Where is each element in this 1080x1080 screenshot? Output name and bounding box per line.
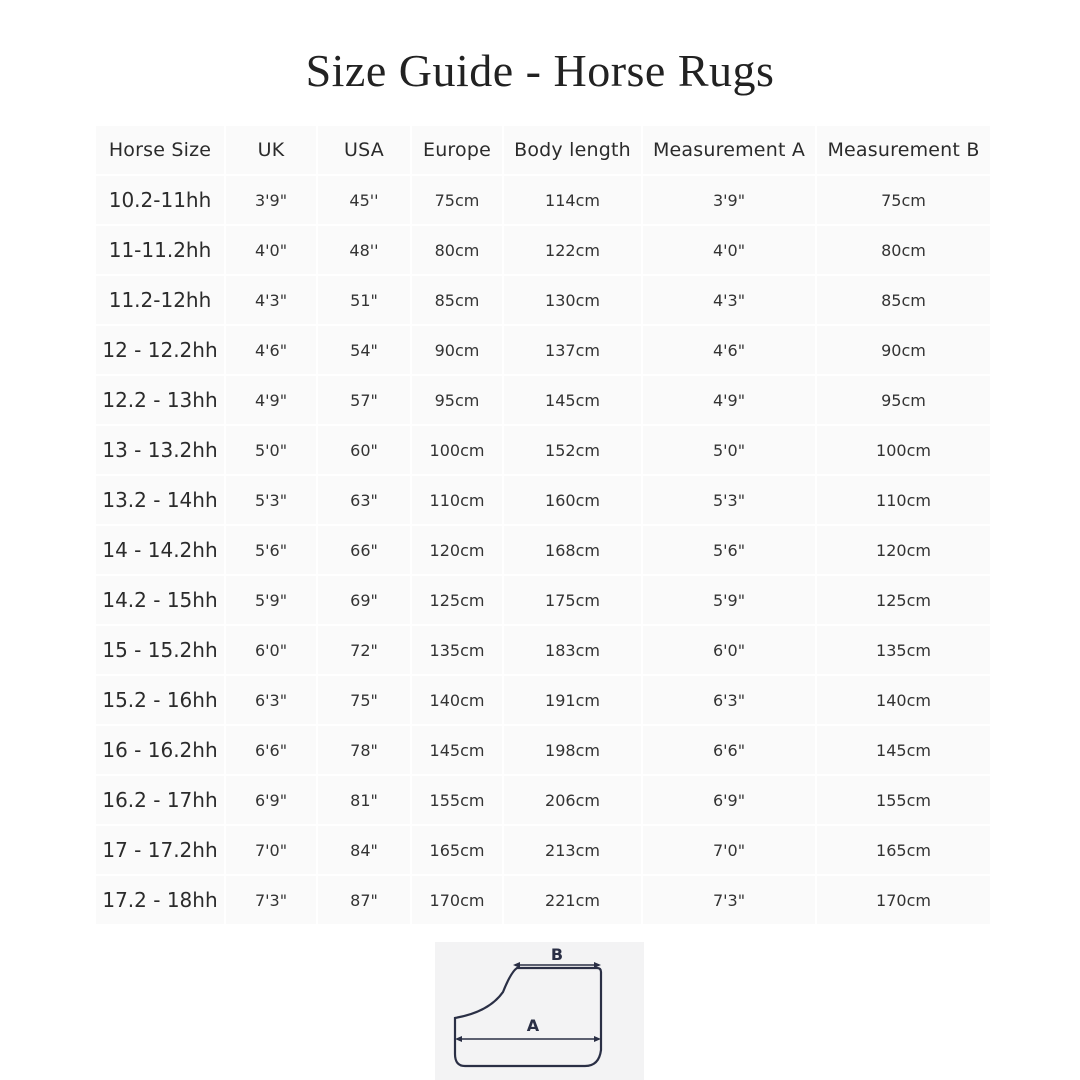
cell-measurement-a: 6'3" (643, 676, 817, 726)
cell-europe: 75cm (412, 176, 504, 226)
header-uk: UK (226, 126, 318, 176)
cell-body-length: 122cm (504, 226, 643, 276)
table-row (96, 526, 992, 576)
cell-europe: 145cm (412, 726, 504, 776)
cell-measurement-b: 135cm (817, 626, 992, 676)
cell-uk: 5'3" (226, 476, 318, 526)
cell-body-length: 175cm (504, 576, 643, 626)
cell-body-length: 137cm (504, 326, 643, 376)
cell-horse-size: 16.2 - 17hh (96, 776, 226, 826)
cell-uk: 4'6" (226, 326, 318, 376)
cell-uk: 5'9" (226, 576, 318, 626)
rug-measurement-diagram (435, 942, 644, 1080)
cell-measurement-b: 145cm (817, 726, 992, 776)
table-row (96, 376, 992, 426)
cell-uk: 5'6" (226, 526, 318, 576)
header-measurement-b: Measurement B (817, 126, 992, 176)
cell-measurement-b: 140cm (817, 676, 992, 726)
cell-horse-size: 15.2 - 16hh (96, 676, 226, 726)
cell-measurement-a: 5'0" (643, 426, 817, 476)
cell-usa: 69" (318, 576, 412, 626)
cell-body-length: 213cm (504, 826, 643, 876)
table-row (96, 776, 992, 826)
cell-horse-size: 13.2 - 14hh (96, 476, 226, 526)
size-table (96, 126, 992, 926)
cell-body-length: 191cm (504, 676, 643, 726)
cell-usa: 45'' (318, 176, 412, 226)
header-usa: USA (318, 126, 412, 176)
measurement-b-label: B (550, 945, 564, 964)
cell-measurement-b: 75cm (817, 176, 992, 226)
cell-body-length: 206cm (504, 776, 643, 826)
cell-horse-size: 11.2-12hh (96, 276, 226, 326)
cell-horse-size: 10.2-11hh (96, 176, 226, 226)
cell-measurement-b: 80cm (817, 226, 992, 276)
table-row (96, 826, 992, 876)
cell-usa: 60" (318, 426, 412, 476)
cell-horse-size: 14 - 14.2hh (96, 526, 226, 576)
cell-europe: 85cm (412, 276, 504, 326)
cell-uk: 4'3" (226, 276, 318, 326)
table-row (96, 276, 992, 326)
cell-usa: 78" (318, 726, 412, 776)
cell-measurement-a: 7'3" (643, 876, 817, 926)
table-row (96, 476, 992, 526)
header-europe: Europe (412, 126, 504, 176)
cell-horse-size: 16 - 16.2hh (96, 726, 226, 776)
cell-usa: 72" (318, 626, 412, 676)
cell-europe: 100cm (412, 426, 504, 476)
table-row (96, 576, 992, 626)
cell-measurement-a: 4'0" (643, 226, 817, 276)
table-row (96, 626, 992, 676)
size-table-container (96, 126, 992, 926)
cell-usa: 81" (318, 776, 412, 826)
cell-europe: 155cm (412, 776, 504, 826)
cell-measurement-b: 110cm (817, 476, 992, 526)
cell-measurement-a: 5'6" (643, 526, 817, 576)
cell-europe: 90cm (412, 326, 504, 376)
cell-measurement-a: 4'6" (643, 326, 817, 376)
cell-europe: 135cm (412, 626, 504, 676)
cell-measurement-a: 5'3" (643, 476, 817, 526)
cell-body-length: 183cm (504, 626, 643, 676)
cell-europe: 170cm (412, 876, 504, 926)
cell-usa: 75" (318, 676, 412, 726)
table-body (96, 176, 992, 926)
cell-europe: 165cm (412, 826, 504, 876)
cell-measurement-a: 6'9" (643, 776, 817, 826)
cell-measurement-a: 6'6" (643, 726, 817, 776)
cell-uk: 6'6" (226, 726, 318, 776)
cell-usa: 87" (318, 876, 412, 926)
cell-uk: 6'0" (226, 626, 318, 676)
cell-measurement-a: 4'3" (643, 276, 817, 326)
cell-horse-size: 15 - 15.2hh (96, 626, 226, 676)
header-body-length: Body length (504, 126, 643, 176)
cell-horse-size: 17.2 - 18hh (96, 876, 226, 926)
cell-measurement-b: 100cm (817, 426, 992, 476)
cell-uk: 7'3" (226, 876, 318, 926)
cell-measurement-a: 6'0" (643, 626, 817, 676)
table-row (96, 876, 992, 926)
cell-measurement-b: 90cm (817, 326, 992, 376)
cell-europe: 140cm (412, 676, 504, 726)
cell-europe: 125cm (412, 576, 504, 626)
cell-measurement-b: 85cm (817, 276, 992, 326)
cell-horse-size: 17 - 17.2hh (96, 826, 226, 876)
cell-measurement-a: 4'9" (643, 376, 817, 426)
cell-measurement-b: 155cm (817, 776, 992, 826)
cell-usa: 54" (318, 326, 412, 376)
cell-body-length: 114cm (504, 176, 643, 226)
cell-uk: 6'3" (226, 676, 318, 726)
cell-body-length: 221cm (504, 876, 643, 926)
cell-usa: 63" (318, 476, 412, 526)
cell-horse-size: 14.2 - 15hh (96, 576, 226, 626)
table-row (96, 226, 992, 276)
cell-measurement-b: 125cm (817, 576, 992, 626)
table-row (96, 676, 992, 726)
cell-usa: 51" (318, 276, 412, 326)
header-horse-size: Horse Size (96, 126, 226, 176)
cell-measurement-a: 5'9" (643, 576, 817, 626)
cell-uk: 4'9" (226, 376, 318, 426)
cell-body-length: 152cm (504, 426, 643, 476)
table-row (96, 726, 992, 776)
table-row (96, 426, 992, 476)
cell-measurement-a: 7'0" (643, 826, 817, 876)
table-row (96, 326, 992, 376)
header-measurement-a: Measurement A (643, 126, 817, 176)
cell-europe: 95cm (412, 376, 504, 426)
cell-europe: 110cm (412, 476, 504, 526)
cell-europe: 80cm (412, 226, 504, 276)
cell-usa: 66" (318, 526, 412, 576)
cell-europe: 120cm (412, 526, 504, 576)
cell-uk: 7'0" (226, 826, 318, 876)
table-header-row (96, 126, 992, 176)
table-row (96, 176, 992, 226)
cell-body-length: 168cm (504, 526, 643, 576)
cell-uk: 4'0" (226, 226, 318, 276)
cell-measurement-b: 165cm (817, 826, 992, 876)
cell-body-length: 198cm (504, 726, 643, 776)
cell-measurement-b: 95cm (817, 376, 992, 426)
cell-body-length: 160cm (504, 476, 643, 526)
cell-usa: 57" (318, 376, 412, 426)
cell-body-length: 145cm (504, 376, 643, 426)
cell-measurement-b: 170cm (817, 876, 992, 926)
cell-uk: 3'9" (226, 176, 318, 226)
cell-body-length: 130cm (504, 276, 643, 326)
page-title: Size Guide - Horse Rugs (305, 45, 775, 96)
rug-outline-image (435, 942, 644, 1080)
cell-horse-size: 13 - 13.2hh (96, 426, 226, 476)
cell-horse-size: 12 - 12.2hh (96, 326, 226, 376)
cell-horse-size: 11-11.2hh (96, 226, 226, 276)
measurement-a-label: A (526, 1016, 540, 1035)
cell-usa: 48'' (318, 226, 412, 276)
cell-uk: 5'0" (226, 426, 318, 476)
cell-measurement-a: 3'9" (643, 176, 817, 226)
cell-horse-size: 12.2 - 13hh (96, 376, 226, 426)
cell-usa: 84" (318, 826, 412, 876)
cell-measurement-b: 120cm (817, 526, 992, 576)
cell-uk: 6'9" (226, 776, 318, 826)
